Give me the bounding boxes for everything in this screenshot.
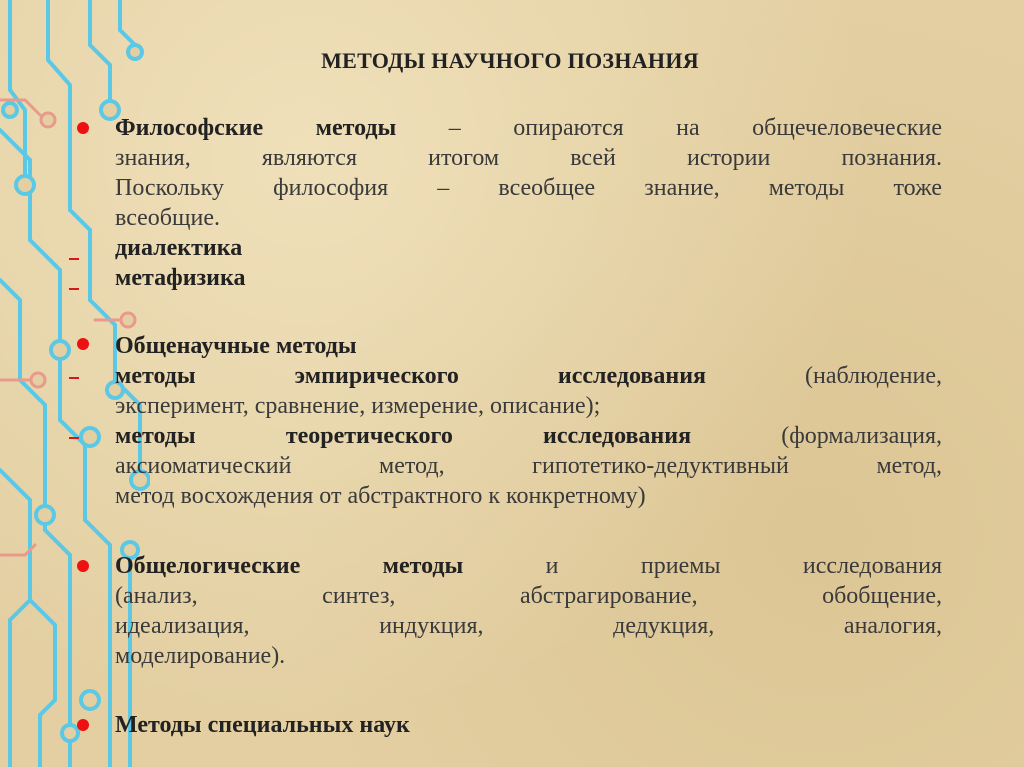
general-logical-line-2: (анализ, синтез, абстрагирование, обобщение, — [115, 583, 942, 609]
theoretical-line-1: методы теоретического исследования (формализация, — [115, 423, 942, 449]
general-scientific-heading: Общенаучные методы — [115, 333, 357, 359]
theoretical-line-2: аксиоматический метод, гипотетико-дедуктивный метод, — [115, 453, 942, 479]
bullet-icon — [77, 122, 89, 134]
bullet-icon — [77, 338, 89, 350]
special-heading: Методы специальных наук — [115, 712, 410, 738]
empirical-heading: методы эмпирического исследования — [115, 363, 707, 389]
empirical-line-2: эксперимент, сравнение, измерение, описание); — [115, 393, 601, 419]
general-logical-line-4: моделирование). — [115, 643, 286, 669]
general-logical-heading: Общелогические методы — [115, 553, 464, 579]
section-general-logical — [115, 551, 942, 671]
bullet-icon — [77, 560, 89, 572]
section-special — [115, 710, 942, 740]
section-general-scientific — [115, 331, 942, 511]
dash-icon — [69, 258, 79, 260]
philosophical-line-2: знания, являются итогом всей истории познания. — [115, 145, 942, 171]
theoretical-heading: методы теоретического исследования — [115, 423, 692, 449]
philosophical-heading: Философские методы — [115, 115, 397, 141]
philosophical-line-1: Философские методы – опираются на общечеловеческие — [115, 115, 942, 141]
dash-icon — [69, 377, 79, 379]
section-philosophical — [115, 113, 942, 293]
dash-icon — [69, 437, 79, 439]
page-title: МЕТОДЫ НАУЧНОГО ПОЗНАНИЯ — [321, 48, 699, 73]
bullet-icon — [77, 719, 89, 731]
dash-icon — [69, 288, 79, 290]
theoretical-line-3: метод восхождения от абстрактного к конкретному) — [115, 483, 646, 509]
general-logical-line-3: идеализация, индукция, дедукция, аналогия, — [115, 613, 942, 639]
sub-item-metaphysics: метафизика — [115, 265, 246, 291]
philosophical-line-4: всеобщие. — [115, 205, 220, 231]
empirical-line-1: методы эмпирического исследования (наблюдение, — [115, 363, 942, 389]
general-logical-line-1: Общелогические методы и приемы исследования — [115, 553, 942, 579]
sub-item-dialectics: диалектика — [115, 235, 243, 261]
philosophical-line-3: Поскольку философия – всеобщее знание, методы тоже — [115, 175, 942, 201]
